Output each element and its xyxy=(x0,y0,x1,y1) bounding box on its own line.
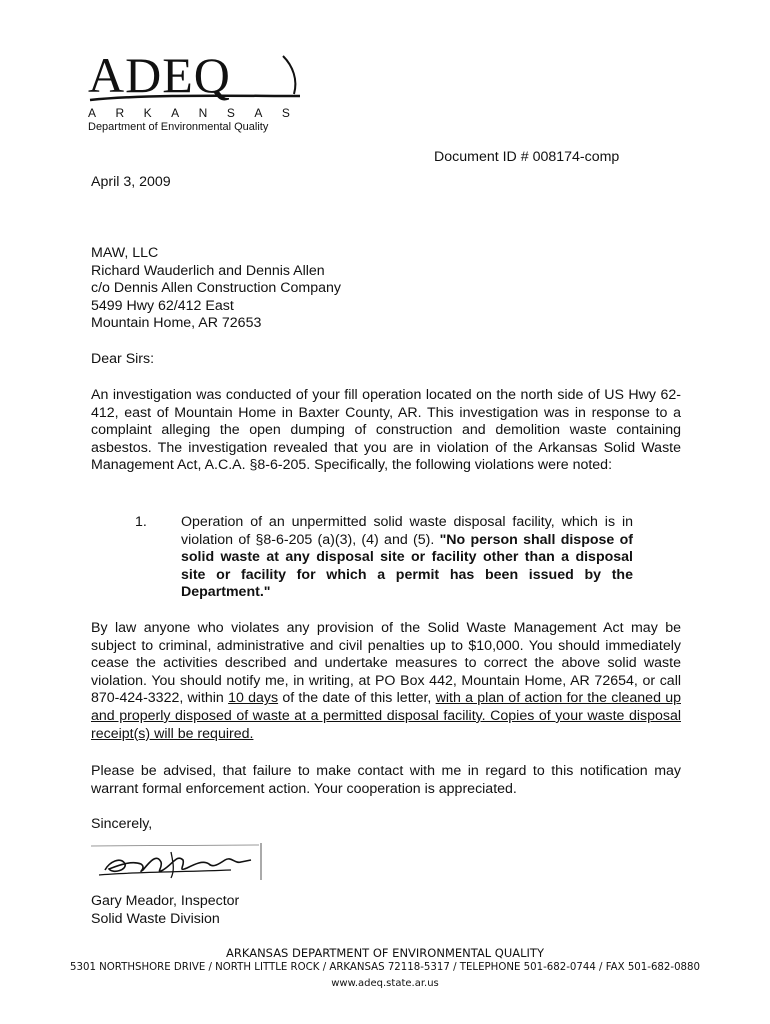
salutation: Dear Sirs: xyxy=(91,351,155,367)
footer-address: 5301 NORTHSHORE DRIVE / NORTH LITTLE ROCK / ARKANSAS 72118-5317 / TELEPHONE 501-682-0744 / FAX 501-682-0880 xyxy=(70,962,700,973)
violation-description: Operation of an unpermitted solid waste disposal facility, which is in violation of §8-6-205 (a)(3), (4) and (5). xyxy=(181,514,633,548)
logo-state-name: ARKANSAS xyxy=(88,106,310,120)
recipient-address xyxy=(91,245,681,333)
recipient-line: Mountain Home, AR 72653 xyxy=(91,315,262,332)
signature-block xyxy=(91,893,681,928)
paragraph-penalties xyxy=(91,620,681,743)
recipient-line: MAW, LLC xyxy=(91,245,159,261)
document-id: Document ID # 008174-comp xyxy=(434,149,620,165)
violation-number: 1. xyxy=(135,514,147,530)
paragraph-advisory: Please be advised, that failure to make contact with me in regard to this notification may warrant formal enforcement action. Your cooperation is appreciated. xyxy=(91,763,681,797)
violation-text xyxy=(181,514,633,602)
logo-swoosh-icon xyxy=(88,50,303,102)
recipient-line: 5499 Hwy 62/412 East xyxy=(91,297,234,314)
paragraph-investigation: An investigation was conducted of your fill operation located on the north side of US Hwy 62-412, east of Mountain Home in Baxter County, AR. This investigation was in response to a complaint alleging the open dumping of construction and demolition waste containing asbestos. The investigation revealed that you are in violation of the Arkansas Solid Waste Management Act, A.C.A. §8-6-205. Specifically, the following violations were noted: xyxy=(91,387,681,474)
adeq-logo xyxy=(88,47,310,134)
recipient-line: c/o Dennis Allen Construction Company xyxy=(91,280,341,297)
penalties-text-continued: of the date of this letter, xyxy=(278,690,436,707)
footer-website: www.adeq.state.ar.us xyxy=(331,978,439,989)
signature-image xyxy=(91,842,263,882)
recipient-line: Richard Wauderlich and Dennis Allen xyxy=(91,262,325,279)
signer-division: Solid Waste Division xyxy=(91,910,220,927)
deadline-text: 10 days xyxy=(228,690,279,707)
violation-quote: "No person shall dispose of solid waste at any disposal site or facility other than a disposal site or facility for which a permit has been issued by the Department." xyxy=(181,531,633,601)
footer-agency-name: ARKANSAS DEPARTMENT OF ENVIRONMENTAL QUALITY xyxy=(226,946,544,960)
signer-name: Gary Meador, Inspector xyxy=(91,893,240,909)
closing: Sincerely, xyxy=(91,816,153,832)
letter-date: April 3, 2009 xyxy=(91,174,171,190)
requirement-text: with a plan of action for the cleaned up and properly disposed of waste at a permitted disposal facility. Copies of your waste disposal receipt(s) will be required. xyxy=(91,690,681,742)
penalties-text: By law anyone who violates any provision of the Solid Waste Management Act may be subject to criminal, administrative and civil penalties up to $10,000. You should immediately cease the activities described and undertake measures to correct the above solid waste violation. You should notify me, in writing, at PO Box 442, Mountain Home, AR 72654, or call 870-424-3322, within xyxy=(91,620,681,707)
logo-department-name: Department of Environmental Quality xyxy=(88,121,269,133)
logo-wordmark: ADEQ xyxy=(88,47,231,103)
